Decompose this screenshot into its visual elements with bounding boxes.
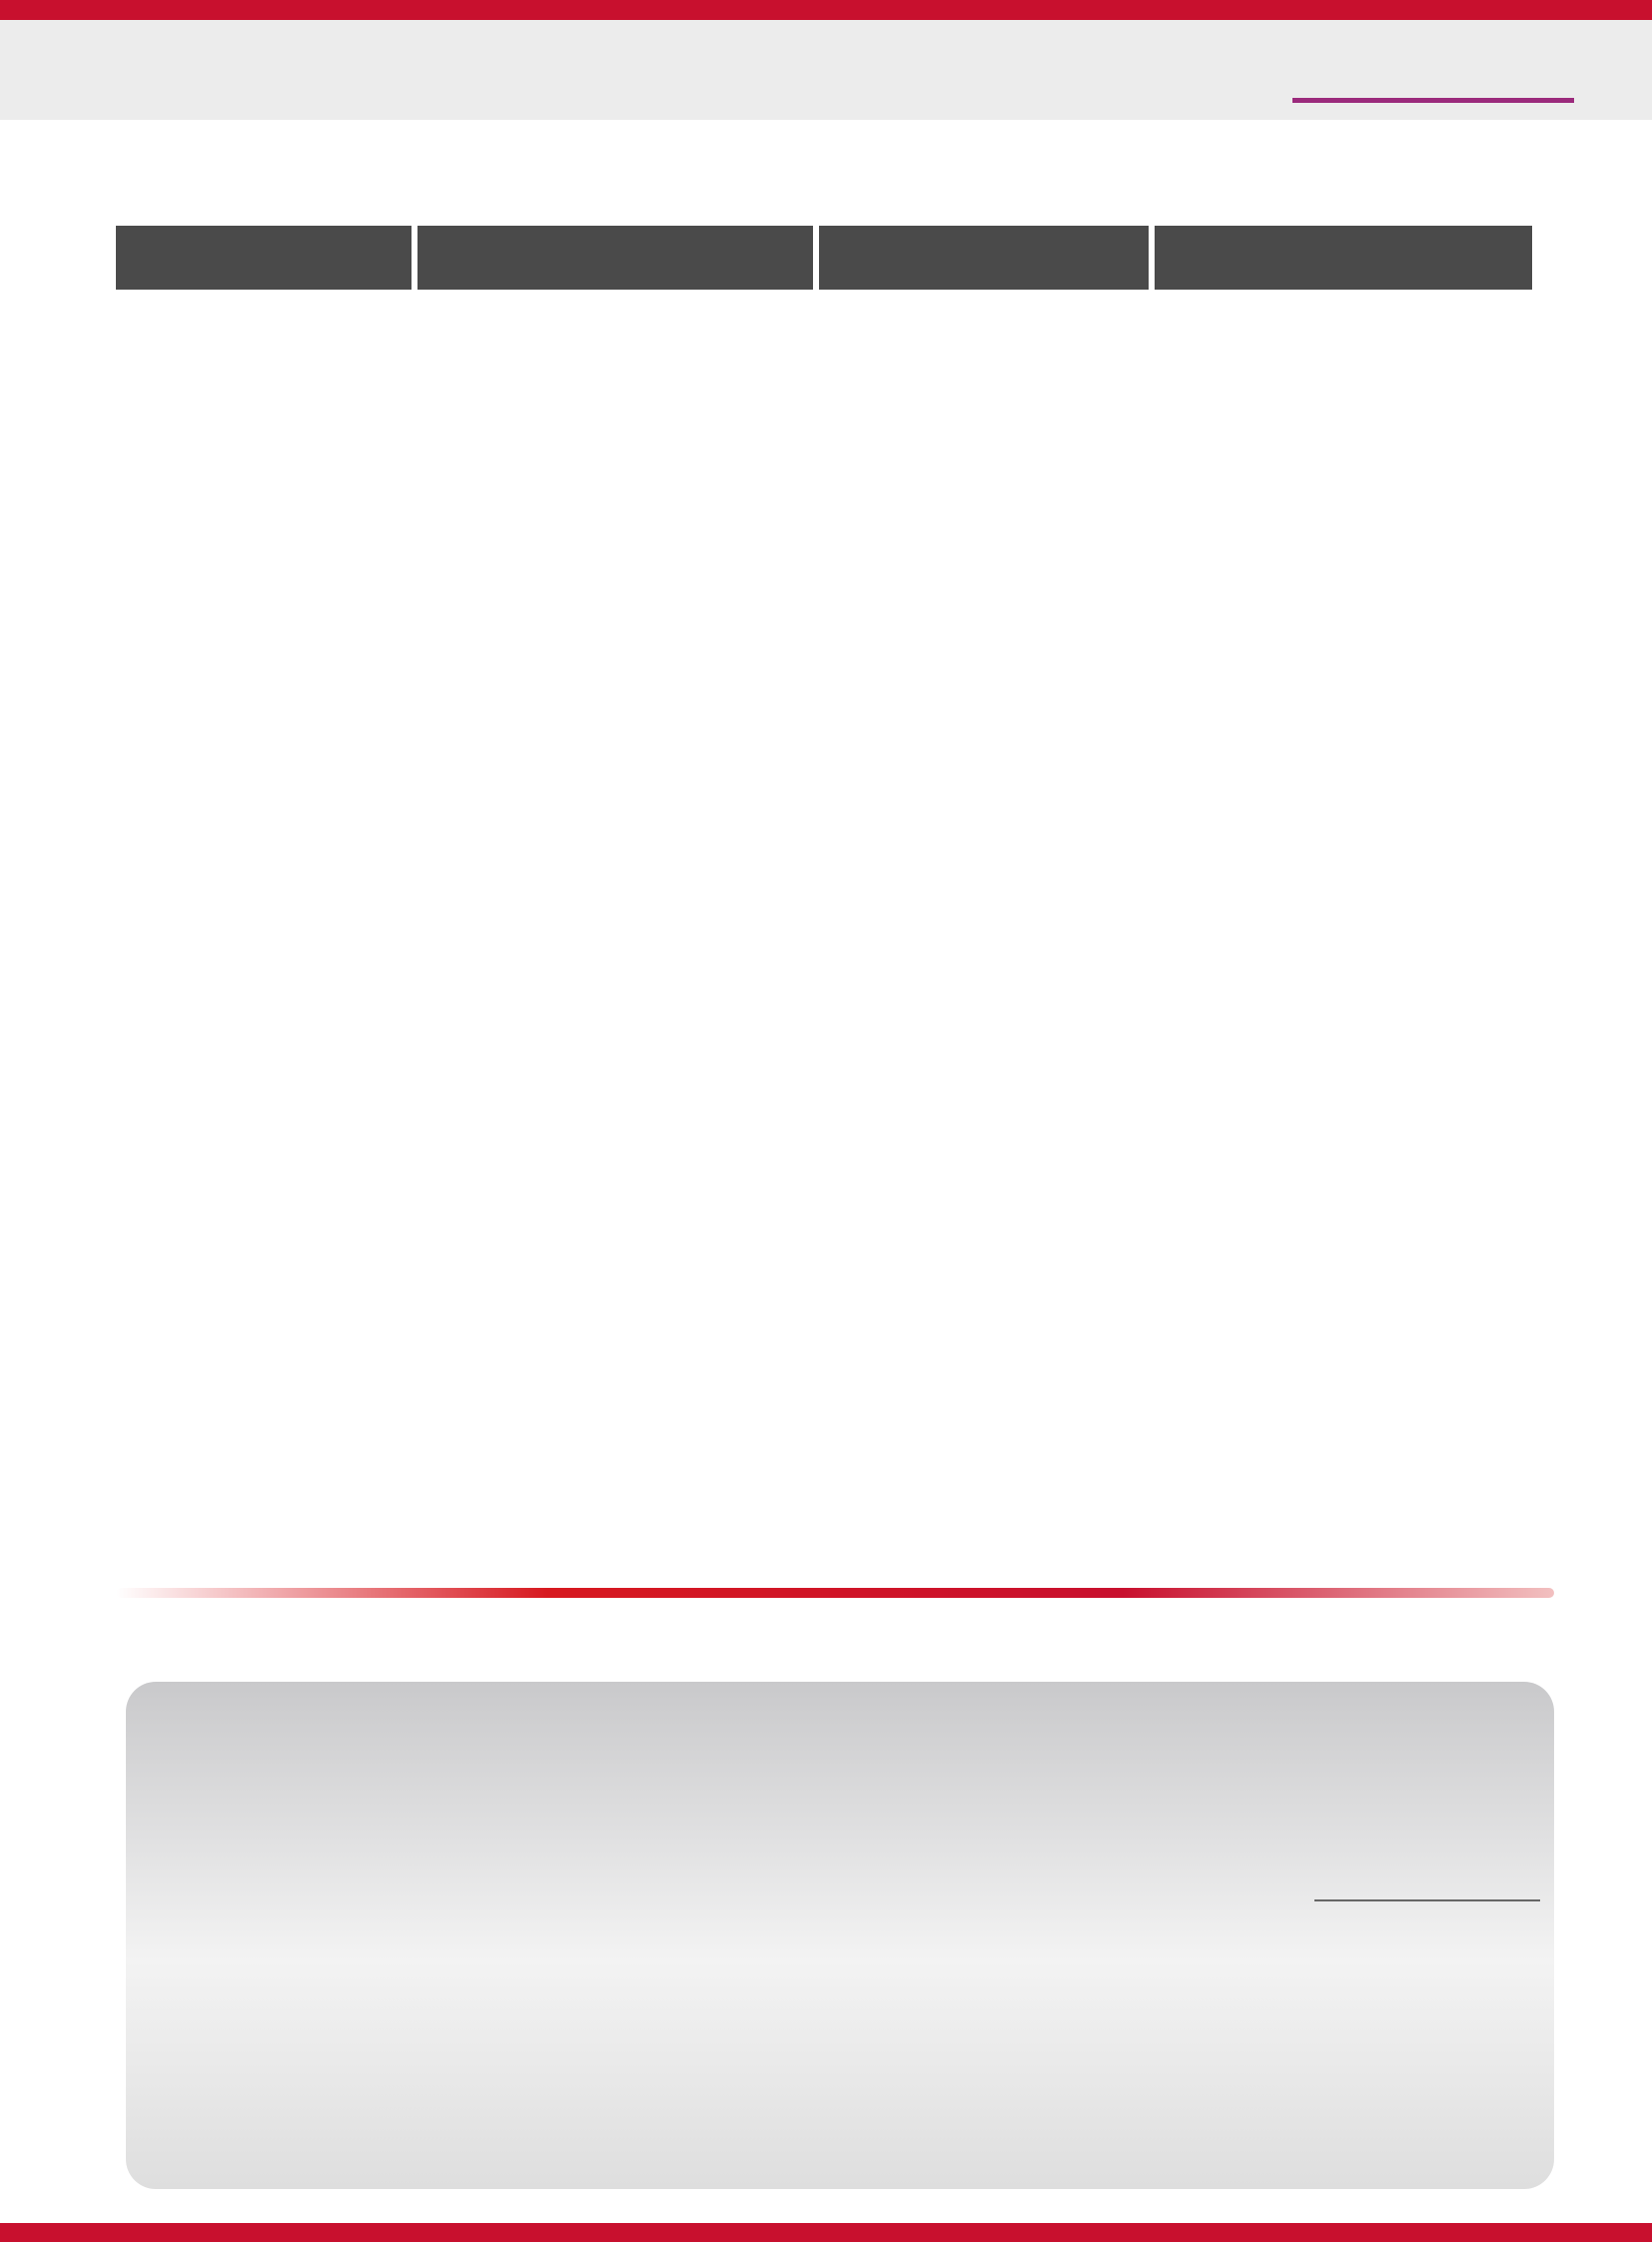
- spec-header-row: [116, 226, 1544, 290]
- header-dm25: [819, 226, 1149, 290]
- optimum-underline: [1292, 98, 1574, 103]
- toolmaxx-logo: [1324, 1610, 1554, 1666]
- toptech-logo: [961, 34, 965, 108]
- accessories-panel: [126, 1682, 1554, 2189]
- header-dm30: [1155, 226, 1532, 290]
- header-model-zh: [116, 226, 412, 290]
- accessories-divider: [116, 1588, 1554, 1598]
- bottom-accent-bar: [0, 2223, 1652, 2242]
- header-band: [0, 20, 1652, 120]
- header-model-en: [417, 226, 813, 290]
- top-accent-bar: [0, 0, 1652, 20]
- optional-code-column-line: [1314, 1899, 1540, 1901]
